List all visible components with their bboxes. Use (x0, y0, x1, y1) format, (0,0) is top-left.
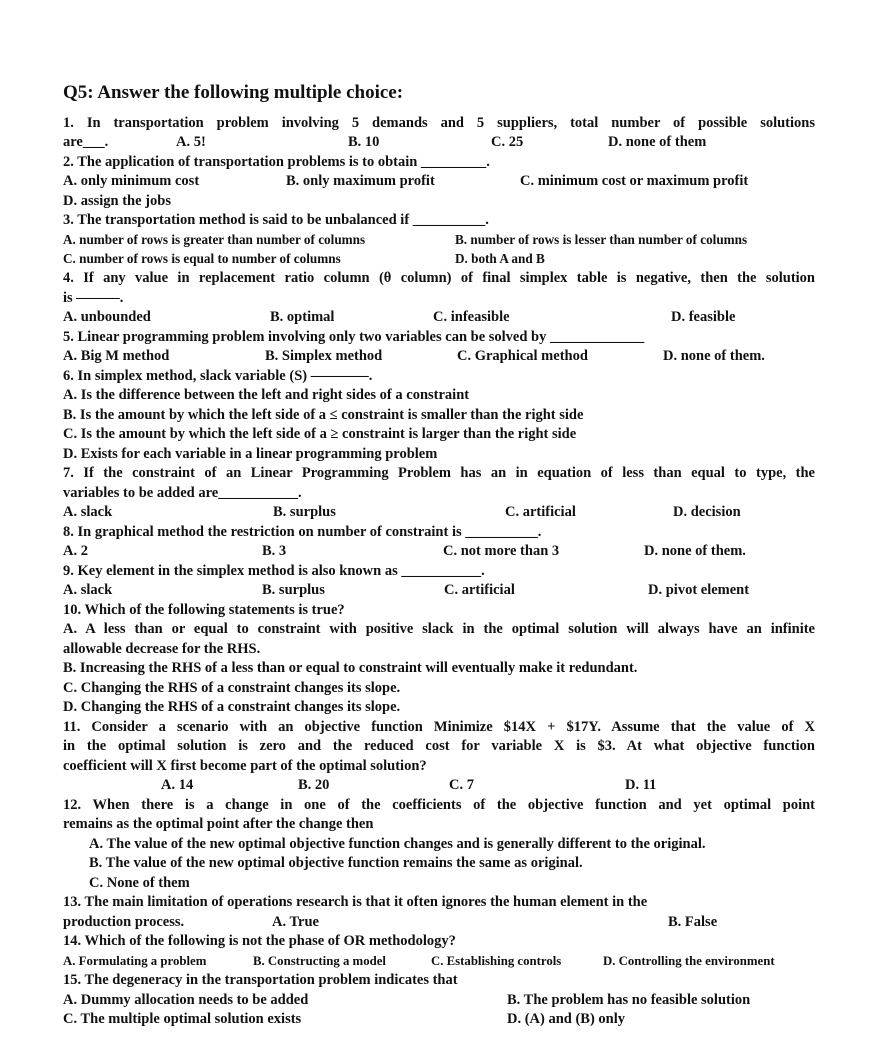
q9-option-b: B. surplus (262, 582, 325, 598)
question-8-options (63, 541, 815, 561)
question-11-stem: 11. Consider a scenario with an objective function Minimize $14X + $17Y. Assume that the value of X (63, 719, 815, 735)
question-4-stem-end: is ———. (63, 290, 124, 306)
q15-option-c: C. The multiple optimal solution exists (63, 1011, 302, 1027)
question-3-options-1 (63, 230, 815, 250)
q4-option-d: D. feasible (671, 309, 736, 325)
question-11-options (63, 775, 815, 795)
q6-option-b: B. Is the amount by which the left side of a ≤ constraint is smaller than the right side (63, 407, 584, 423)
question-9-stem: 9. Key element in the simplex method is also known as ___________. (63, 563, 485, 579)
q11-option-b: B. 20 (298, 777, 330, 793)
q5-option-c: C. Graphical method (457, 348, 588, 364)
question-13-options (63, 912, 815, 932)
q3-option-c: C. number of rows is equal to number of columns (63, 251, 341, 266)
question-8-stem: 8. In graphical method the restriction on number of constraint is __________. (63, 524, 542, 540)
q13-option-b: B. False (668, 914, 718, 930)
q5-option-d: D. none of them. (663, 348, 765, 364)
q14-option-a: A. Formulating a problem (63, 954, 207, 968)
q6-option-c: C. Is the amount by which the left side of a ≥ constraint is larger than the right side (63, 426, 577, 442)
q4-option-a: A. unbounded (63, 309, 151, 325)
q7-option-d: D. decision (673, 504, 741, 520)
question-9-options (63, 580, 815, 600)
question-11-stem-2: in the optimal solution is zero and the reduced cost for variable X is $3. At what objective function (63, 738, 815, 754)
q12-option-a: A. The value of the new optimal objective function changes and is generally different to the original. (89, 836, 706, 852)
question-7-stem-end: variables to be added are___________. (63, 485, 302, 501)
question-3-stem: 3. The transportation method is said to be unbalanced if __________. (63, 212, 489, 228)
question-7-options (63, 502, 815, 522)
q10-option-b: B. Increasing the RHS of a less than or equal to constraint will eventually make it redundant. (63, 660, 638, 676)
q1-option-c: C. 25 (491, 134, 524, 150)
q14-option-d: D. Controlling the environment (603, 954, 775, 968)
q10-option-d: D. Changing the RHS of a constraint changes its slope. (63, 699, 401, 715)
question-2-options (63, 171, 815, 191)
question-2-stem: 2. The application of transportation problems is to obtain _________. (63, 154, 490, 170)
question-11-stem-3: coefficient will X first become part of the optimal solution? (63, 758, 427, 774)
q2-option-c: C. minimum cost or maximum profit (520, 173, 749, 189)
question-12-stem: 12. When there is a change in one of the coefficients of the objective function and yet optimal point (63, 797, 815, 813)
q8-option-c: C. not more than 3 (443, 543, 560, 559)
q12-option-b: B. The value of the new optimal objective function remains the same as original. (89, 855, 583, 871)
question-13-stem-end: production process. (63, 914, 185, 930)
q1-stem-end: are___. (63, 134, 109, 150)
question-1-stem: 1. In transportation problem involving 5 demands and 5 suppliers, total number of possible solutions (63, 115, 815, 131)
question-3-options-2 (63, 249, 815, 269)
q4-option-c: C. infeasible (433, 309, 510, 325)
q3-option-b: B. number of rows is lesser than number of columns (455, 232, 748, 247)
question-10-stem: 10. Which of the following statements is true? (63, 602, 345, 618)
q14-option-b: B. Constructing a model (253, 954, 386, 968)
q2-option-a: A. only minimum cost (63, 173, 200, 189)
question-5-options (63, 346, 815, 366)
q1-option-a: A. 5! (176, 134, 206, 150)
question-14-options (63, 951, 815, 971)
question-4-stem: 4. If any value in replacement ratio column (θ column) of final simplex table is negative, then the solution (63, 270, 815, 286)
q12-option-c: C. None of them (89, 875, 190, 891)
q10-option-c: C. Changing the RHS of a constraint changes its slope. (63, 680, 401, 696)
q8-option-a: A. 2 (63, 543, 88, 559)
question-1-options (63, 132, 815, 152)
q7-option-b: B. surplus (273, 504, 336, 520)
q9-option-d: D. pivot element (648, 582, 750, 598)
q10-option-a: A. A less than or equal to constraint with positive slack in the optimal solution will always have an infinite (63, 621, 815, 637)
q6-option-a: A. Is the difference between the left and right sides of a constraint (63, 387, 470, 403)
question-6-stem: 6. In simplex method, slack variable (S) ————. (63, 368, 373, 384)
q8-option-b: B. 3 (262, 543, 287, 559)
q15-option-d: D. (A) and (B) only (507, 1011, 626, 1027)
q5-option-b: B. Simplex method (265, 348, 383, 364)
q3-option-d: D. both A and B (455, 251, 545, 266)
q9-option-a: A. slack (63, 582, 113, 598)
q11-option-d: D. 11 (625, 777, 657, 793)
question-4-options (63, 307, 815, 327)
question-15-options-1 (63, 990, 815, 1010)
q6-option-d: D. Exists for each variable in a linear programming problem (63, 446, 438, 462)
question-15-options-2 (63, 1009, 815, 1029)
q14-option-c: C. Establishing controls (431, 954, 562, 968)
q1-option-b: B. 10 (348, 134, 380, 150)
question-15-stem: 15. The degeneracy in the transportation problem indicates that (63, 972, 458, 988)
q1-option-d: D. none of them (608, 134, 707, 150)
q15-option-a: A. Dummy allocation needs to be added (63, 992, 309, 1008)
q11-option-a: A. 14 (161, 777, 194, 793)
q13-option-a: A. True (272, 914, 319, 930)
q8-option-d: D. none of them. (644, 543, 746, 559)
question-5-stem: 5. Linear programming problem involving only two variables can be solved by _____________ (63, 329, 645, 345)
q3-option-a: A. number of rows is greater than number of columns (63, 232, 366, 247)
question-14-stem: 14. Which of the following is not the phase of OR methodology? (63, 933, 456, 949)
q10-option-a-cont: allowable decrease for the RHS. (63, 641, 261, 657)
q7-option-c: C. artificial (505, 504, 576, 520)
q11-option-c: C. 7 (449, 777, 474, 793)
question-7-stem: 7. If the constraint of an Linear Programming Problem has an in equation of less than equal to type, the (63, 465, 815, 481)
page-title: Q5: Answer the following multiple choice: (63, 82, 404, 103)
question-13-stem: 13. The main limitation of operations research is that it often ignores the human element in the (63, 894, 648, 910)
question-12-stem-2: remains as the optimal point after the change then (63, 816, 374, 832)
q2-option-b: B. only maximum profit (286, 173, 435, 189)
q7-option-a: A. slack (63, 504, 113, 520)
q2-option-d: D. assign the jobs (63, 193, 171, 209)
q15-option-b: B. The problem has no feasible solution (507, 992, 751, 1008)
q5-option-a: A. Big M method (63, 348, 170, 364)
q4-option-b: B. optimal (270, 309, 335, 325)
q9-option-c: C. artificial (444, 582, 515, 598)
